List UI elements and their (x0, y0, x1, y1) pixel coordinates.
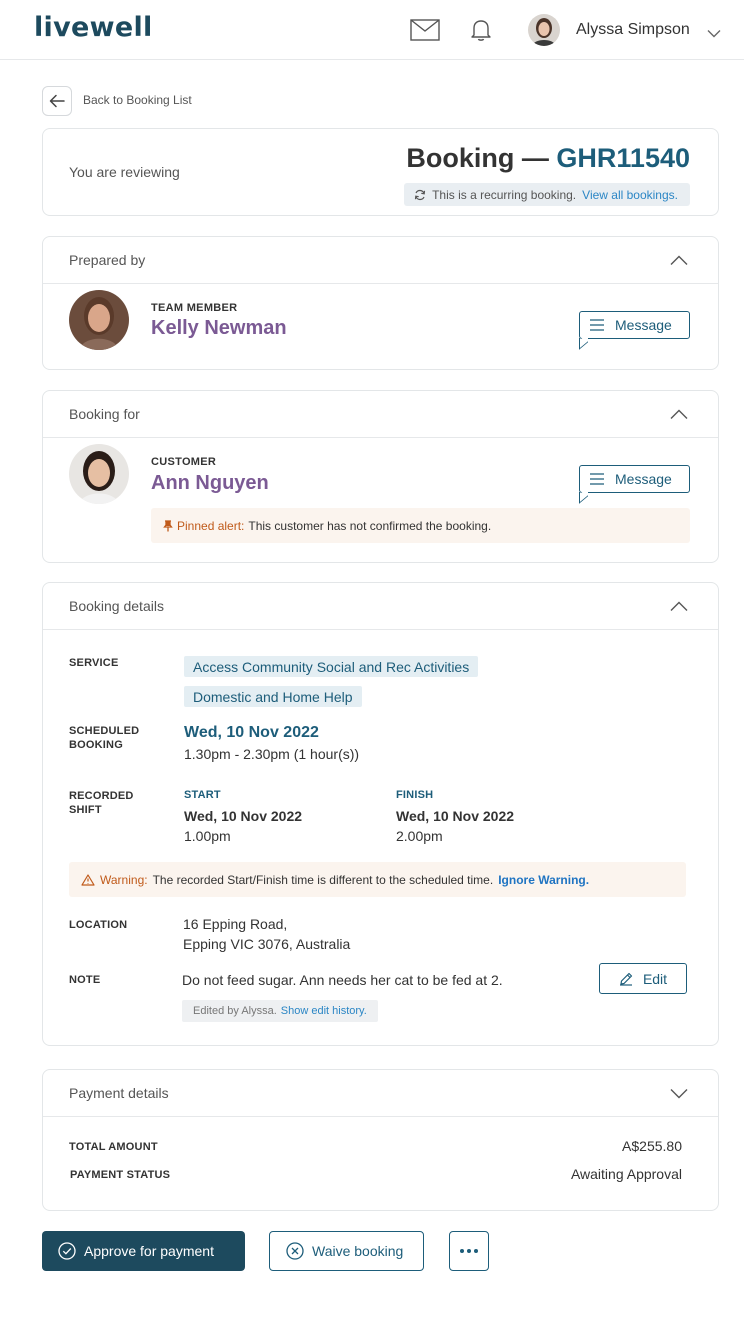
section-title: Payment details (69, 1085, 169, 1101)
section-title: Booking for (69, 406, 140, 422)
back-button[interactable] (42, 86, 72, 116)
finish-label: FINISH (396, 789, 434, 801)
team-member-avatar (69, 290, 129, 350)
message-customer-button[interactable] (579, 465, 690, 493)
speech-tail (579, 487, 588, 504)
section-title: Booking details (69, 598, 164, 614)
bell-icon[interactable] (470, 18, 492, 47)
chevron-up-icon[interactable] (670, 407, 688, 425)
alert-tag: Pinned alert: (177, 518, 245, 533)
more-dot (467, 1249, 471, 1253)
check-circle-icon (58, 1242, 76, 1260)
recurring-icon (414, 189, 426, 201)
menu-lines-icon (589, 319, 605, 331)
prepared-by-card (42, 236, 719, 370)
more-options-button[interactable] (449, 1231, 489, 1271)
team-member-name[interactable]: Kelly Newman (151, 317, 287, 339)
livewell-logo[interactable]: livewell (34, 12, 153, 43)
location-line-2: Epping VIC 3076, Australia (183, 936, 351, 952)
chevron-up-icon[interactable] (670, 599, 688, 617)
service-label: SERVICE (69, 657, 119, 669)
chevron-down-icon[interactable] (670, 1086, 688, 1104)
start-time: 1.00pm (184, 828, 231, 844)
review-card (42, 128, 719, 216)
user-name[interactable]: Alyssa Simpson (576, 21, 690, 38)
prepared-by-header[interactable] (43, 237, 718, 284)
booking-details-header[interactable] (43, 583, 718, 630)
total-amount-value: A$255.80 (622, 1138, 682, 1154)
scheduled-time: 1.30pm - 2.30pm (1 hour(s)) (184, 746, 360, 762)
approve-for-payment-button[interactable] (42, 1231, 245, 1271)
message-team-member-button[interactable] (579, 311, 690, 339)
waive-booking-button[interactable] (269, 1231, 424, 1271)
booking-code: GHR11540 (556, 143, 690, 173)
booking-details-card (42, 582, 719, 1046)
team-member-role: TEAM MEMBER (151, 302, 238, 314)
booking-for-header[interactable] (43, 391, 718, 438)
warning-text: The recorded Start/Finish time is different to the scheduled time. (152, 872, 494, 887)
back-to-booking-list-link[interactable]: Back to Booking List (83, 93, 192, 107)
recurring-notice (404, 183, 690, 206)
edited-by-text: Edited by Alyssa. (193, 1005, 277, 1017)
recurring-text: This is a recurring booking. (432, 187, 577, 202)
alert-text: This customer has not confirmed the booking. (248, 518, 492, 533)
top-bar (0, 0, 744, 60)
payment-details-header[interactable] (43, 1070, 718, 1117)
menu-lines-icon (589, 473, 605, 485)
pencil-icon (619, 972, 633, 986)
service-tag: Domestic and Home Help (184, 686, 362, 707)
recorded-shift-label (69, 789, 134, 817)
waive-label: Waive booking (312, 1243, 404, 1259)
start-label: START (184, 789, 221, 801)
label-line: RECORDED (69, 790, 134, 802)
message-label: Message (615, 317, 672, 333)
booking-for-card (42, 390, 719, 563)
speech-tail (579, 333, 588, 350)
edit-note-button[interactable] (599, 963, 687, 994)
edit-label: Edit (642, 970, 668, 987)
more-dot (474, 1249, 478, 1253)
mail-icon[interactable] (410, 19, 440, 46)
approve-label: Approve for payment (84, 1243, 214, 1259)
total-amount-label: TOTAL AMOUNT (69, 1141, 158, 1153)
customer-role: CUSTOMER (151, 456, 217, 468)
time-warning (69, 862, 686, 897)
arrow-left-icon (49, 94, 65, 108)
label-line: SCHEDULED (69, 725, 140, 737)
warning-tag: Warning: (100, 872, 148, 887)
user-avatar[interactable] (528, 14, 560, 46)
section-title: Prepared by (69, 252, 146, 268)
note-text: Do not feed sugar. Ann needs her cat to be fed at 2. (182, 972, 503, 988)
warning-icon (81, 874, 95, 886)
reviewing-label: You are reviewing (69, 164, 180, 180)
label-line: SHIFT (69, 804, 102, 816)
start-date: Wed, 10 Nov 2022 (184, 808, 303, 824)
location-line-1: 16 Epping Road, (183, 916, 288, 932)
customer-avatar (69, 444, 129, 504)
booking-title-prefix: Booking — (406, 143, 549, 173)
label-line: BOOKING (69, 739, 123, 751)
show-edit-history-link[interactable]: Show edit history. (280, 1005, 367, 1017)
booking-title (406, 143, 690, 174)
pinned-alert (151, 508, 690, 543)
message-label: Message (615, 471, 672, 487)
chevron-up-icon[interactable] (670, 253, 688, 271)
payment-status-label: PAYMENT STATUS (70, 1169, 171, 1181)
service-tag: Access Community Social and Rec Activities (184, 656, 478, 677)
pin-icon (163, 520, 173, 532)
more-dot (460, 1249, 464, 1253)
x-circle-icon (286, 1242, 304, 1260)
chevron-down-icon[interactable] (707, 25, 721, 43)
scheduled-date: Wed, 10 Nov 2022 (184, 724, 319, 741)
view-all-bookings-link[interactable]: View all bookings. (582, 187, 678, 202)
note-label: NOTE (69, 974, 101, 986)
scheduled-booking-label (69, 724, 139, 752)
payment-details-card (42, 1069, 719, 1211)
finish-time: 2.00pm (396, 828, 443, 844)
edited-by-notice (182, 1000, 378, 1022)
location-label: LOCATION (69, 919, 128, 931)
finish-date: Wed, 10 Nov 2022 (396, 808, 515, 824)
ignore-warning-link[interactable]: Ignore Warning. (498, 872, 590, 887)
payment-status-value: Awaiting Approval (570, 1166, 682, 1182)
customer-name[interactable]: Ann Nguyen (151, 472, 269, 494)
